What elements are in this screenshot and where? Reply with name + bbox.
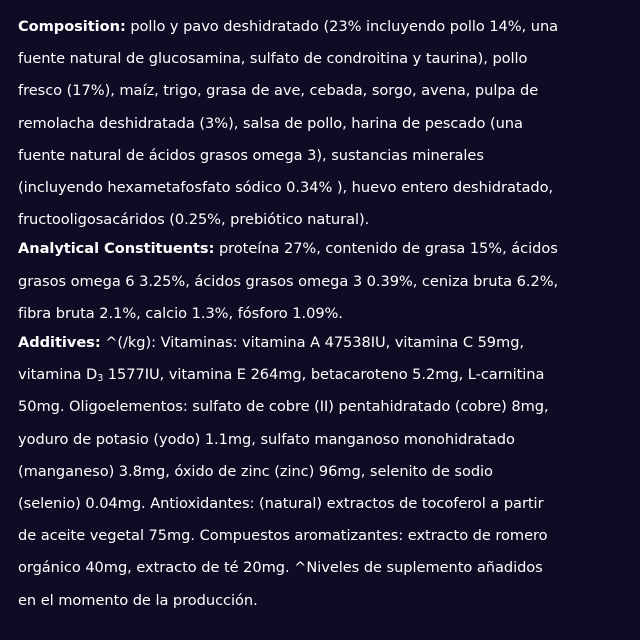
additives-line: en el momento de la producción. [18,591,258,609]
composition-line: fructooligosacáridos (0.25%, prebiótico natural). [18,211,370,229]
additives-line: (manganeso) 3.8mg, óxido de zinc (zinc) 96mg, selenito de sodio [18,462,493,480]
composition-line: fuente natural de ácidos grasos omega 3), sustancias minerales [18,146,484,164]
additives-text: 1577IU, vitamina E 264mg, betacaroteno 5.2mg, L-carnitina [103,366,545,384]
composition-heading: Composition: [18,18,126,35]
composition-line [18,11,624,43]
composition-line: fuente natural de glucosamina, sulfato de condroitina y taurina), pollo [18,50,528,68]
composition-section [18,11,624,236]
additives-line [18,359,624,391]
additives-line: (selenio) 0.04mg. Antioxidantes: (natural) extractos de tocoferol a partir [18,495,544,513]
analytical-section [18,233,624,330]
composition-text: pollo y pavo deshidratado (23% incluyendo pollo 14%, una [130,18,559,35]
ingredients-panel [18,11,624,614]
analytical-heading: Analytical Constituents: [18,240,215,258]
additives-line: de aceite vegetal 75mg. Compuestos aromatizantes: extracto de romero [18,527,548,545]
vitamin-d-label: vitamina D [18,366,98,384]
additives-text: ^(/kg): Vitaminas: vitamina A 47538IU, vitamina C 59mg, [105,334,525,352]
composition-line: remolacha deshidratada (3%), salsa de pollo, harina de pescado (una [18,114,523,132]
additives-line: orgánico 40mg, extracto de té 20mg. ^Niveles de suplemento añadidos [18,559,543,577]
vitamin-d-subscript: 3 [97,373,104,385]
analytical-line: grasos omega 6 3.25%, ácidos grasos omega 3 0.39%, ceniza bruta 6.2%, [18,272,559,290]
additives-line: 50mg. Oligoelementos: sulfato de cobre (II) pentahidratado (cobre) 8mg, [18,398,549,416]
additives-section [18,327,624,617]
additives-line: yoduro de potasio (yodo) 1.1mg, sulfato manganoso monohidratado [18,430,515,448]
additives-line [18,327,624,359]
additives-heading: Additives: [18,334,101,352]
analytical-text: proteína 27%, contenido de grasa 15%, ácidos [218,240,558,258]
composition-line: fresco (17%), maíz, trigo, grasa de ave, cebada, sorgo, avena, pulpa de [18,82,539,100]
composition-line: (incluyendo hexametafosfato sódico 0.34% ), huevo entero deshidratado, [18,179,554,197]
analytical-line [18,233,624,265]
analytical-line: fibra bruta 2.1%, calcio 1.3%, fósforo 1.09%. [18,304,343,322]
